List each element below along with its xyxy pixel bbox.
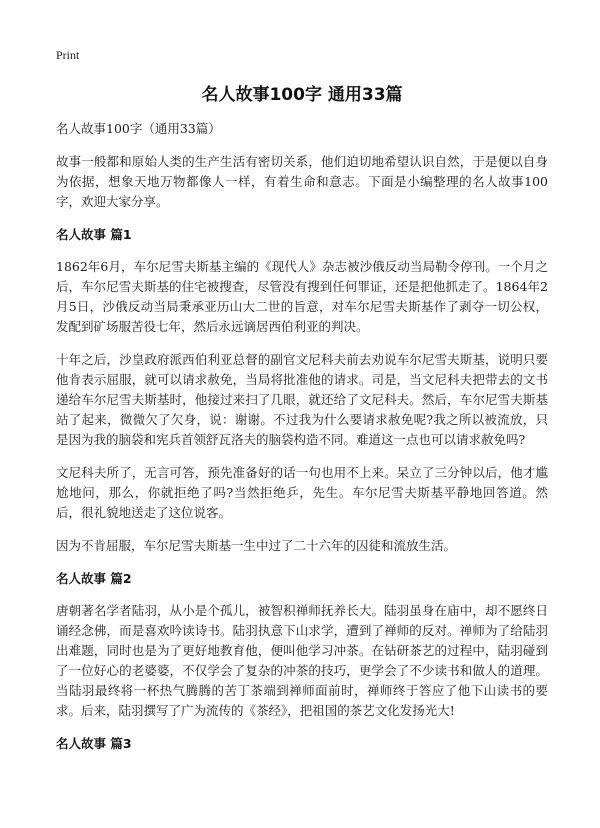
intro-paragraph: 故事一般都和原始人类的生产生活有密切关系，他们迫切地希望认识自然，于是便以自身为依据，想象天地万物都像人一样，有着生命和意志。下面是小编整理的名人故事100字，欢迎大家分享。	[56, 154, 548, 209]
story-paragraph: 唐朝著名学者陆羽，从小是个孤儿，被智积禅师抚养长大。陆羽虽身在庙中，却不愿终日诵经念佛，而是喜欢吟读诗书。陆羽执意下山求学，遭到了禅师的反对。禅师为了给陆羽出难题，同时也是为了更好地教育他，便叫他学习冲茶。在钻研茶艺的过程中，陆羽碰到了一位好心的老婆婆，不仅学会了复杂的冲茶的技巧，更学会了不少读书和做人的道理。当陆羽最终将一杯热气腾腾的苦丁茶端到禅师面前时，禅师终于答应了他下山读书的要求。后来，陆羽撰写了广为流传的《茶经》，把祖国的茶艺文化发扬光大!	[56, 603, 548, 718]
section-heading: 名人故事 篇2	[56, 571, 132, 586]
story-section-1	[56, 225, 548, 556]
document-body	[56, 119, 548, 766]
story-paragraph: 因为不肯屈服，车尔尼雪夫斯基一生中过了二十六年的囚徒和流放生活。	[56, 538, 457, 553]
story-paragraph: 1862年6月，车尔尼雪夫斯基主编的《现代人》杂志被沙俄反动当局勒令停刊。一个月之后，车尔尼雪夫斯基的住宅被搜查，尽管没有搜到任何罪证，还是把他抓走了。1864年2月5日，沙俄反动当局秉承亚历山大二世的旨意，对车尔尼雪夫斯基作了剥夺一切公权，发配到矿场服苦役七年，然后永远谪居西伯利亚的判决。	[56, 259, 548, 334]
page-title: 名人故事100字 通用33篇	[201, 85, 403, 105]
story-section-2	[56, 569, 548, 721]
section-heading: 名人故事 篇3	[56, 736, 132, 751]
story-paragraph: 十年之后，沙皇政府派西伯利亚总督的副官文尼科夫前去劝说车尔尼雪夫斯基，说明只要他肯表示屈服，就可以请求赦免，当局将批准他的请求。司是，当文尼科夫把带去的文书递给车尔尼雪夫斯基时，他接过来扫了几眼，就还给了文尼科夫。然后，车尔尼雪夫斯基站了起来，微微欠了欠身，说：谢谢。不过我为什么要请求赦免呢?我之所以被流放，只是因为我的脑袋和宪兵首领舒瓦洛夫的脑袋构造不同。难道这一点也可以请求赦免吗?	[56, 352, 548, 447]
section-heading: 名人故事 篇1	[56, 227, 132, 242]
story-section-3	[56, 734, 548, 754]
document-subtitle: 名人故事100字（通用33篇）	[56, 121, 221, 136]
print-link[interactable]: Print	[56, 48, 80, 62]
story-paragraph: 文尼科夫所了，无言可答，预先准备好的话一句也用不上来。呆立了三分钟以后，他才尴尬地问，那么，你就拒绝了吗?当然拒绝乒，先生。车尔尼雪夫斯基平静地回答道。然后，很礼貌地送走了这位说客。	[56, 465, 548, 520]
